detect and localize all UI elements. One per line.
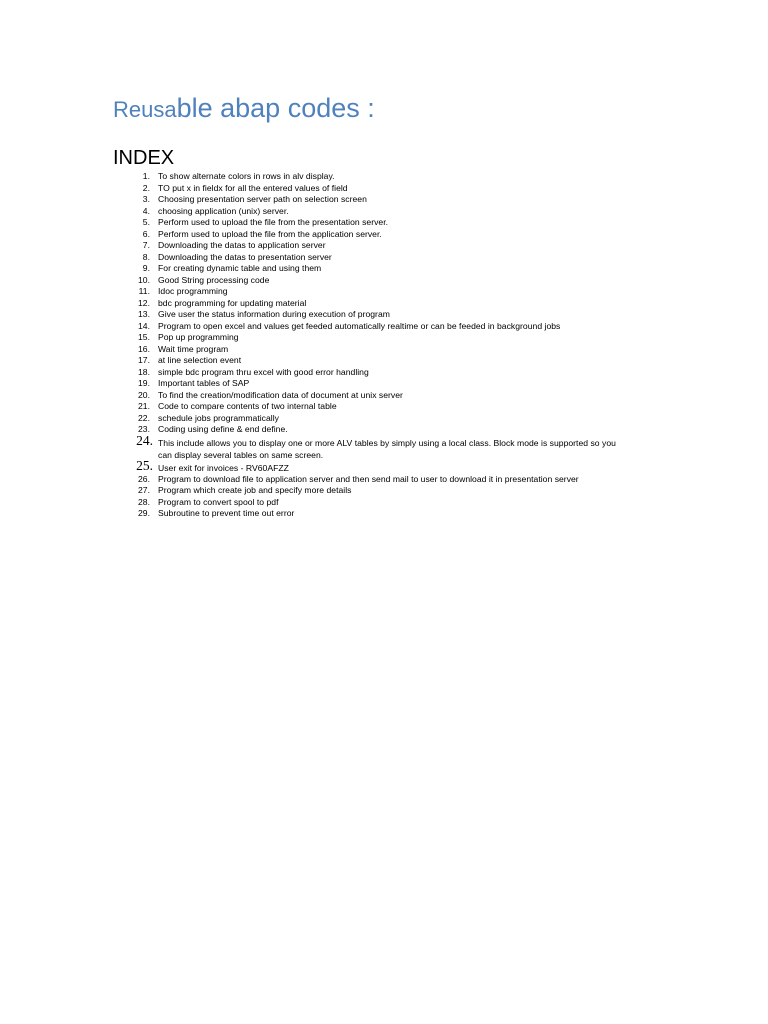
document-title xyxy=(113,90,375,122)
index-item-number: 18. xyxy=(137,366,150,377)
index-item xyxy=(113,344,673,356)
index-item xyxy=(113,355,673,367)
index-item-number: 24. xyxy=(136,432,153,448)
index-item xyxy=(113,263,673,275)
index-item-number: 28. xyxy=(137,496,150,507)
index-item-text: For creating dynamic table and using them xyxy=(158,263,322,273)
index-item-text: Coding using define & end define. xyxy=(158,424,288,434)
index-item-text: To find the creation/modification data of document at unix server xyxy=(158,389,403,400)
index-item-text: Wait time program xyxy=(158,343,229,354)
index-item xyxy=(113,401,673,413)
index-item-number: 27. xyxy=(137,485,150,495)
index-item xyxy=(113,206,673,218)
index-item xyxy=(113,194,673,206)
index-item-text: Perform used to upload the file from the presentation server. xyxy=(158,217,389,227)
index-item-text: bdc programming for updating material xyxy=(158,297,307,308)
index-item-number: 3. xyxy=(142,194,150,204)
index-item xyxy=(113,497,673,509)
index-heading: INDEX xyxy=(113,147,175,169)
index-item-number: 11. xyxy=(138,286,150,296)
index-item xyxy=(113,508,673,520)
index-item-number: 8. xyxy=(142,251,150,262)
index-item-number: 20. xyxy=(137,389,150,400)
index-item xyxy=(113,252,673,264)
index-item-number: 15. xyxy=(137,332,150,342)
index-item-number: 6. xyxy=(142,228,150,239)
index-item-number: 25. xyxy=(136,457,153,473)
index-item xyxy=(113,229,673,241)
index-item-text: Pop up programming xyxy=(158,332,239,342)
index-item-number: 12. xyxy=(137,297,150,308)
index-list xyxy=(113,171,673,520)
index-item-text: Program to download file to application server and then send mail to user to download it in presentation server xyxy=(158,473,579,484)
index-item-text: Choosing presentation server path on selection screen xyxy=(158,194,367,204)
index-item xyxy=(113,485,673,497)
index-item-text: Downloading the datas to application server xyxy=(158,240,326,250)
index-item-number: 23. xyxy=(137,424,150,434)
index-item-text: at line selection event xyxy=(158,355,242,365)
index-item xyxy=(113,309,673,321)
index-item xyxy=(113,275,673,287)
index-item-number: 21. xyxy=(137,401,150,411)
index-item-text: To show alternate colors in rows in alv display. xyxy=(158,171,335,181)
index-item-number: 7. xyxy=(142,240,150,250)
index-item xyxy=(113,474,673,486)
index-item xyxy=(113,171,673,183)
index-item-text: Important tables of SAP xyxy=(158,378,250,388)
index-item-text: User exit for invoices - RV60AFZZ xyxy=(158,462,289,473)
index-item-number: 14. xyxy=(137,320,150,331)
index-item-number: 1. xyxy=(142,171,150,181)
document-title-part2: ble abap codes : xyxy=(176,93,375,123)
index-item-text: Downloading the datas to presentation server xyxy=(158,251,332,262)
index-item-number: 4. xyxy=(142,205,150,216)
index-item-number: 5. xyxy=(142,217,150,227)
index-item xyxy=(113,390,673,402)
index-item-number: 9. xyxy=(142,263,150,273)
index-item-number: 13. xyxy=(137,309,150,319)
index-item-number: 26. xyxy=(137,473,150,484)
index-item xyxy=(113,424,673,436)
index-item-text: Program to convert spool to pdf xyxy=(158,496,279,507)
index-item-text: simple bdc program thru excel with good error handling xyxy=(158,366,369,377)
index-item-text: choosing application (unix) server. xyxy=(158,205,289,216)
index-item-number: 22. xyxy=(137,412,150,423)
index-item-number: 29. xyxy=(137,508,150,518)
index-item-text: This include allows you to display one or more ALV tables by simply using a local class. Block mode is supported so you can display several tables on same screen. xyxy=(158,437,616,460)
index-item-number: 2. xyxy=(142,182,150,193)
index-item xyxy=(113,321,673,333)
index-item xyxy=(113,286,673,298)
index-item-text: Code to compare contents of two internal table xyxy=(158,401,337,411)
index-item xyxy=(113,298,673,310)
index-item xyxy=(113,332,673,344)
index-item xyxy=(113,217,673,229)
index-item-text: Program which create job and specify more details xyxy=(158,485,352,495)
index-item-text: Perform used to upload the file from the application server. xyxy=(158,228,382,239)
index-item-text: TO put x in fieldx for all the entered values of field xyxy=(158,182,348,193)
index-item-text: Idoc programming xyxy=(158,286,228,296)
index-item-text: schedule jobs programmatically xyxy=(158,412,279,423)
index-item-number: 16. xyxy=(137,343,150,354)
index-item-text: Good String processing code xyxy=(158,274,270,285)
index-item xyxy=(113,378,673,390)
document-title-part1: Reusa xyxy=(113,97,177,122)
index-item xyxy=(113,457,673,474)
index-item xyxy=(113,413,673,425)
index-item-text: Program to open excel and values get feeded automatically realtime or can be feeded in background jobs xyxy=(158,320,561,331)
index-item xyxy=(113,240,673,252)
index-item-number: 19. xyxy=(137,378,150,388)
index-item xyxy=(113,367,673,379)
index-item-text: Give user the status information during execution of program xyxy=(158,309,390,319)
index-item xyxy=(113,183,673,195)
index-item-text: Subroutine to prevent time out error xyxy=(158,508,295,518)
index-item-number: 17. xyxy=(137,355,150,365)
index-item xyxy=(113,432,673,461)
index-item-number: 10. xyxy=(137,274,150,285)
